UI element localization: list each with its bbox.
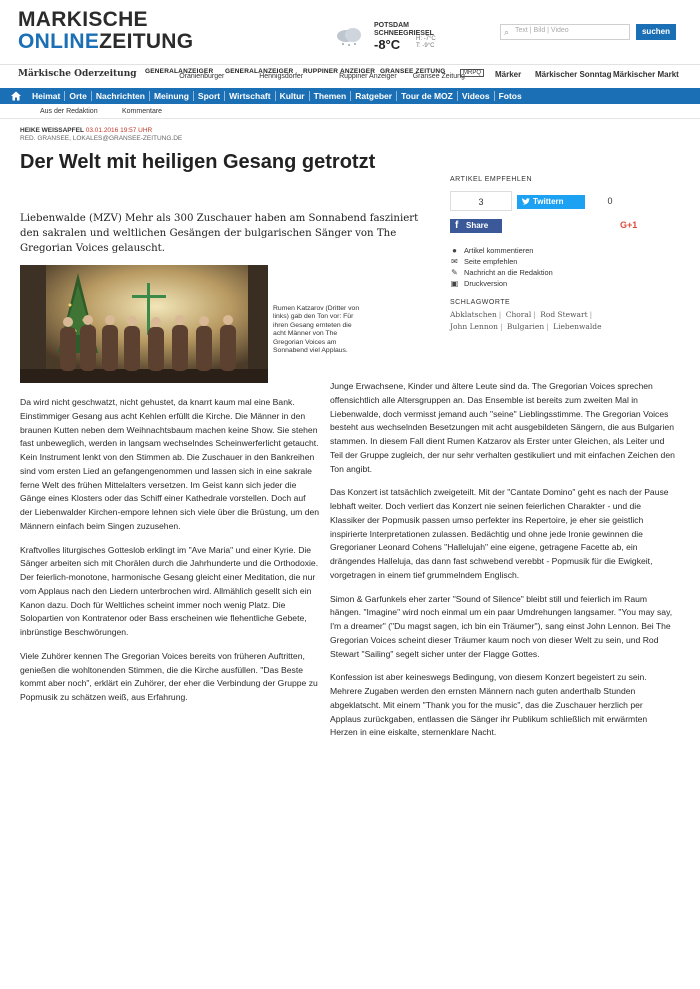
google-plus-button[interactable]: G+1 — [620, 220, 638, 230]
nav-item-videos[interactable]: Videos — [457, 91, 494, 101]
partner-maerker[interactable]: Märker — [495, 70, 522, 79]
search-button[interactable]: suchen — [636, 24, 676, 40]
nav-item-wirtschaft[interactable]: Wirtschaft — [224, 91, 274, 101]
article-author[interactable]: HEIKE WEISSAPFEL — [20, 127, 84, 134]
home-icon[interactable] — [10, 90, 22, 102]
paragraph: Viele Zuhörer kennen The Gregorian Voices bereits von früheren Auftritten, genießen die wohltonenden Stimmen, die die Kirche ausfüllen. "Das Beste kommt aber noch", erklärt ein Zuhörer, der eher die Verbindung der Gruppe zu Popmusik zu schätzen weiß, aus Erfahrung. — [20, 650, 318, 702]
share-row-2 — [450, 217, 680, 237]
partner-mrpq[interactable]: MRPQ — [460, 69, 484, 77]
article-sidebar — [450, 176, 680, 332]
paragraph: Da wird nicht geschwatzt, nicht gehustet, da knarrt kaum mal eine Bank. Einstimmiger Gesang aus acht Kehlen erfüllt die Kirche. Die Männer in den braunen Kutten neben dem Weihnachtsbaum machen keine Show. Sie stehen fast unbeweglich, werden in langsam wechselndes Scheinwerferlicht getaucht. Kein Instrument lenkt von den Stimmen ab. Die Zuschauer in den Bankreihen sind vom ersten Lied an gefangengenommen und lassen sich in eine sakrale ferne Welt des frühen Mittelalters versetzen. Im Geist kann sich jeder die Gänge eines Klosters oder das Schiff einer Kathedrale vorstellen. Doch auf der Liebenwalder Kirchen-empore lehnen sich viele über die Brüstung, um den Männern einfach beim Singen zuzusehen. — [20, 397, 320, 531]
article-lead: Liebenwalde (MZV) Mehr als 300 Zuschauer haben am Sonnabend fasziniert den sakralen und weltlichen Gesängen der bulgarischen Sänger von The Gregorian Voices gelauscht. — [20, 213, 419, 254]
comment-icon: ● — [452, 246, 457, 255]
tag-link[interactable]: Bulgarien — [506, 321, 545, 331]
search-placeholder: Text | Bild | Video — [515, 27, 569, 34]
facebook-icon: f — [455, 220, 459, 231]
weather-temperature: -8°C — [374, 37, 401, 52]
article-contact[interactable]: RED. GRANSEE, LOKALES@GRANSEE-ZEITUNG.DE — [20, 134, 183, 142]
tag-link[interactable]: John Lennon — [450, 321, 498, 331]
twitter-bird-icon — [521, 197, 531, 207]
article-meta — [20, 127, 182, 143]
nav-item-meinung[interactable]: Meinung — [149, 91, 193, 101]
photo-caption: Rumen Katzarov (Dritter von links) gab den Ton vor: Für ihren Gesang ernteten die acht Männer von The Gregorian Voices am Sonnabend viel Applaus. — [273, 305, 360, 355]
tag-link[interactable]: Abklatschen — [450, 310, 497, 319]
nav-item-fotos[interactable]: Fotos — [494, 91, 526, 101]
subnav-kommentare[interactable]: Kommentare — [122, 108, 163, 115]
main-nav — [0, 88, 700, 104]
paragraph: Simon & Garfunkels eher zarter "Sound of Silence" bleibt still und feierlich im Raum hängen. "Imagine" wird noch einmal um ein paar Umdrehungen langsamer. "You may say, I'm a dreamer" ("Du magst sagen, ich bin ein Träumer"), sang einst John Lennon. Bei The Gregorian Voices scheint dieser Träumer kaum noch von dieser Welt zu sein, und Rod Stewart "Sailing" segelt sicher unter der Flagge Gottes. — [330, 593, 673, 659]
nav-item-nachrichten[interactable]: Nachrichten — [91, 91, 149, 101]
partner-maerkischer-markt[interactable]: Märkischer Markt — [613, 70, 679, 79]
nav-item-ratgeber[interactable]: Ratgeber — [350, 91, 396, 101]
nav-item-tour-de-moz[interactable]: Tour de MOZ — [396, 91, 457, 101]
partner-oranienburger[interactable]: Oranienburger GENERALANZEIGER — [145, 68, 225, 80]
partner-bar — [0, 64, 700, 86]
article-headline: Der Welt mit heiligen Gesang getrotzt — [20, 151, 376, 173]
nav-item-sport[interactable]: Sport — [193, 91, 224, 101]
envelope-icon: ✉ — [451, 257, 458, 266]
print-icon: ▣ — [450, 279, 459, 288]
sub-nav — [0, 105, 700, 119]
logo-line-1: MARKISCHE — [18, 8, 148, 31]
action-recommend[interactable]: ✉ Seite empfehlen — [451, 257, 518, 266]
pencil-icon: ✎ — [451, 268, 458, 277]
weather-location: POTSDAM SCHNEEGRIESEL — [374, 22, 434, 37]
recommend-title: ARTIKEL EMPFEHLEN — [450, 176, 533, 183]
search-icon: ⌕ — [504, 27, 510, 37]
facebook-share-button[interactable]: f Share — [450, 219, 502, 233]
article-photo[interactable] — [20, 265, 268, 383]
snow-cloud-icon — [334, 26, 364, 46]
logo-line-2: ONLINEZEITUNG — [18, 30, 194, 53]
partner-maerkischer-sonntag[interactable]: Märkischer Sonntag — [535, 70, 612, 79]
share-row-1 — [450, 191, 680, 213]
article-body-right — [330, 380, 675, 750]
weather-widget[interactable] — [330, 20, 450, 54]
paragraph: Junge Erwachsene, Kinder und ältere Leute sind da. The Gregorian Voices sprechen offensichtlich alle Altersgruppen an. Das Ensemble ist bereits zum zweiten Mal in Liebenwalde, doch vermisst jemand auch "seine" Lieblingsstimme. The Gregorian Voices besteht aus wechselnden Besetzungen mit acht ausgebildeten Sängern, die aus Bulgarien stammen. In diesem Fall dient Rumen Katzarov als Erster unter Gleichen, als Leiter und Teil der Gruppe zugleich, der nur sehr verhalten gestikuliert und mit einfachen Zeichen den Ton angibt. — [330, 381, 675, 474]
partner-moz[interactable]: Märkische Oderzeitung — [18, 69, 137, 79]
nav-item-heimat[interactable]: Heimat — [32, 91, 61, 101]
tag-list: Abklatschen | Choral | Rod Stewart | John Lennon | Bulgarien | Liebenwalde — [450, 310, 602, 331]
nav-item-orte[interactable]: Orte — [64, 91, 90, 101]
paragraph: Kraftvolles liturgisches Gotteslob erklingt im "Ave Maria" und einer Kyrie. Die Sänger arbeiten sich mit Chorälen durch die Jahrhunderte und die Orthodoxie. Der feierlich-monotone, harmonische Gesang gleicht einer Meditation, die nur vom Applaus nach den Liedern unterbrochen wird. Allmählich gesellt sich ein Kanon dazu. Doch für Weltliches scheint immer noch wenig Platz. Die Solopartien von Kontratenor oder Bass erscheinen wie flehentliche Gebete, inbrünstige Beschwörungen. — [20, 544, 319, 637]
tag-link[interactable]: Liebenwalde — [553, 321, 602, 331]
choir-photo-illustration — [20, 265, 268, 383]
article-actions — [450, 245, 680, 289]
nav-item-kultur[interactable]: Kultur — [275, 91, 309, 101]
masthead — [0, 0, 700, 62]
partner-ruppiner[interactable]: Ruppiner Anzeiger RUPPINER ANZEIGER — [303, 68, 397, 80]
paragraph: Konfession ist aber keineswegs Bedingung, von diesem Konzert begeistert zu sein. Mehrere Zugaben werden den ernsten Männern nach guten anderthalb Stunden abgeklatscht. Mit einem "Thank you for the music", das die Zuschauer herzlich per Applaus zurückgaben, entlassen die Sänger ihr Publikum schließlich mit erwärmten Herzen in eine eiskalte, sternenklare Nacht. — [330, 672, 648, 738]
action-comment[interactable]: ● Artikel kommentieren — [450, 245, 680, 256]
paragraph: Das Konzert ist tatsächlich zweigeteilt. Mit der "Cantate Domino" geht es nach der Pause lebhaft weiter. Doch verliert das Konzert nie seinen feierlichen Charakter - und die Klassiker der Popmusik passen umso perfekter ins Repertoire, je eher sie geistlich inspirierte Interpretationen zulassen. Bedächtig und ohne jede Ironie gewinnen die Gregorianer Leonard Cohens "Hallelujah" eine eigene, getragene Facette ab, ein drängendes Halleluja, das dann fast schwebend verebbt - Popmusik für die Ewigkeit, vorgetragen in einem tief grummelndem Englisch. — [330, 487, 669, 580]
tag-link[interactable]: Rod Stewart — [540, 310, 588, 319]
tags-title: SCHLAGWORTE — [450, 299, 511, 306]
partner-gransee[interactable]: Gransee Zeitung GRANSEE ZEITUNG — [380, 68, 465, 80]
nav-item-themen[interactable]: Themen — [309, 91, 351, 101]
tweet-count: 0 — [607, 196, 613, 206]
action-message[interactable]: ✎ Nachricht an die Redaktion — [451, 268, 553, 277]
search-input[interactable] — [500, 24, 630, 40]
article-date: 03.01.2016 19:57 UHR — [85, 127, 153, 134]
tag-link[interactable]: Choral — [505, 310, 532, 319]
share-count: 3 — [450, 191, 512, 211]
action-print[interactable]: ▣ Druckversion — [450, 279, 508, 288]
partner-hennigsdorfer[interactable]: Hennigsdorfer GENERALANZEIGER — [225, 68, 304, 80]
subnav-aus-der-redaktion[interactable]: Aus der Redaktion — [40, 108, 98, 115]
twitter-button[interactable]: Twittern — [517, 195, 585, 209]
article-body-left — [20, 396, 320, 715]
nav-items — [28, 88, 526, 104]
weather-min-max: H: -7°C T: -9°C — [416, 36, 436, 50]
site-logo[interactable] — [18, 9, 193, 52]
